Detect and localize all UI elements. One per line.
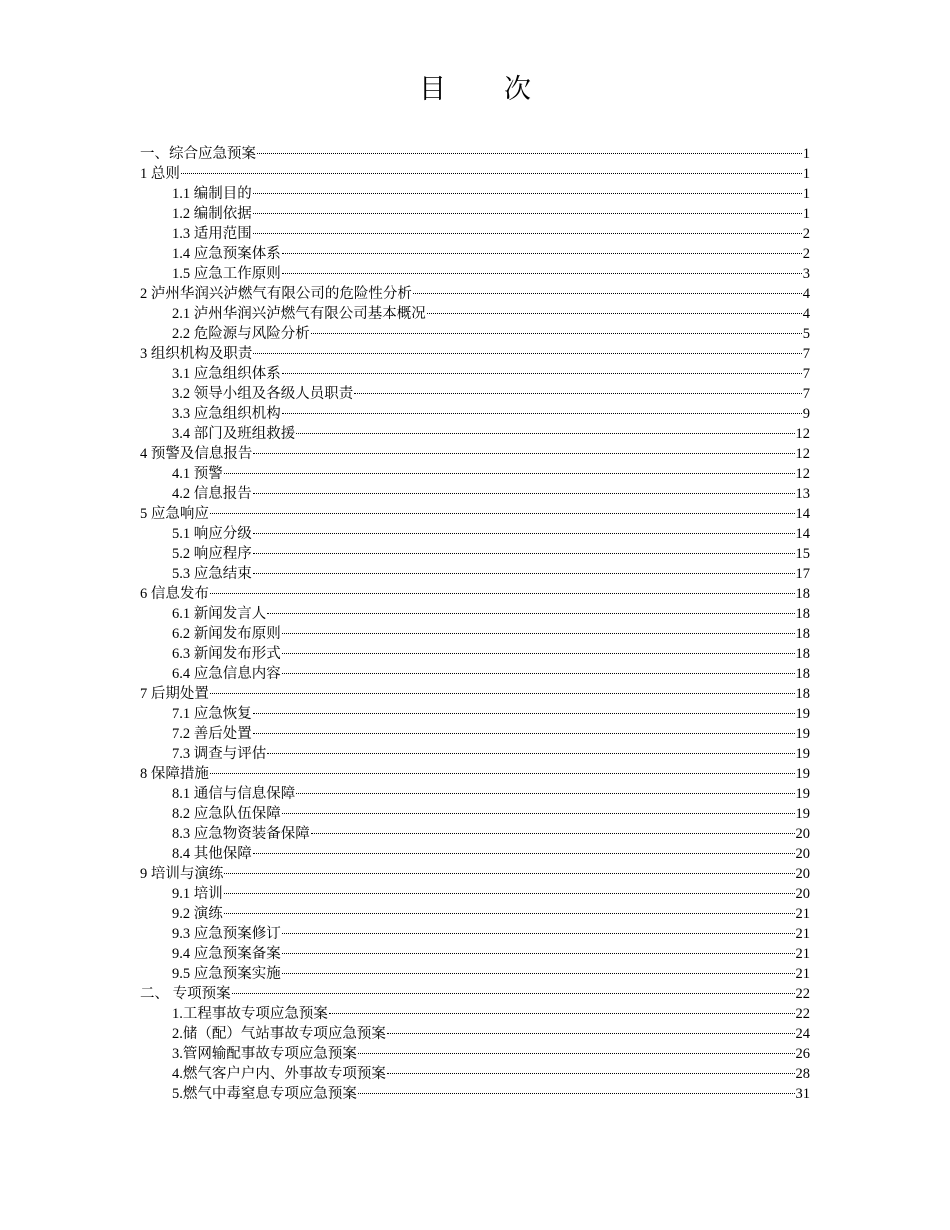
toc-page-number: 12 xyxy=(795,426,810,442)
toc-dot-leader xyxy=(253,493,795,494)
toc-page-number: 1 xyxy=(802,206,810,222)
toc-entry-title: 4.2 信息报告 xyxy=(172,486,252,502)
toc-entry-title: 6 信息发布 xyxy=(140,586,209,602)
toc-page-number: 9 xyxy=(802,406,810,422)
toc-page-number: 24 xyxy=(795,1026,810,1042)
toc-dot-leader xyxy=(427,313,802,314)
toc-entry-title: 6.3 新闻发布形式 xyxy=(172,646,281,662)
toc-dot-leader xyxy=(210,513,795,514)
toc-entry-title: 2.2 危险源与风险分析 xyxy=(172,326,310,342)
toc-entry-subsection[interactable] xyxy=(140,1024,810,1044)
toc-page-number: 12 xyxy=(795,466,810,482)
toc-entry-title: 5.1 响应分级 xyxy=(172,526,252,542)
toc-page-number: 19 xyxy=(795,726,810,742)
toc-entry-subsection[interactable] xyxy=(140,644,810,664)
toc-dot-leader xyxy=(282,373,802,374)
toc-entry-subsection[interactable] xyxy=(140,224,810,244)
toc-page-number: 20 xyxy=(795,886,810,902)
toc-entry-title: 7 后期处置 xyxy=(140,686,209,702)
toc-entry-subsection[interactable] xyxy=(140,544,810,564)
toc-entry-title: 6.2 新闻发布原则 xyxy=(172,626,281,642)
toc-entry-title: 3.2 领导小组及各级人员职责 xyxy=(172,386,354,402)
toc-entry-title: 8 保障措施 xyxy=(140,766,209,782)
toc-dot-leader xyxy=(253,213,802,214)
toc-entry-title: 8.4 其他保障 xyxy=(172,846,252,862)
toc-page-number: 18 xyxy=(795,586,810,602)
toc-entry-section[interactable] xyxy=(140,504,810,524)
toc-page-number: 3 xyxy=(802,266,810,282)
toc-dot-leader xyxy=(296,793,794,794)
toc-entry-subsection[interactable] xyxy=(140,244,810,264)
toc-dot-leader xyxy=(267,613,794,614)
toc-page-number: 1 xyxy=(802,146,810,162)
toc-dot-leader xyxy=(282,933,795,934)
toc-page-number: 28 xyxy=(795,1066,810,1082)
toc-page-number: 18 xyxy=(795,606,810,622)
toc-entry-title: 4.燃气客户户内、外事故专项预案 xyxy=(172,1066,386,1082)
toc-dot-leader xyxy=(282,973,795,974)
toc-entry-title: 2.储（配）气站事故专项应急预案 xyxy=(172,1026,386,1042)
toc-dot-leader xyxy=(387,1033,795,1034)
toc-dot-leader xyxy=(224,873,794,874)
toc-dot-leader xyxy=(282,253,802,254)
toc-entry-title: 1 总则 xyxy=(140,166,180,182)
toc-entry-title: 8.2 应急队伍保障 xyxy=(172,806,281,822)
toc-entry-title: 6.4 应急信息内容 xyxy=(172,666,281,682)
toc-page-number: 31 xyxy=(795,1086,810,1102)
toc-page-number: 2 xyxy=(802,226,810,242)
toc-dot-leader xyxy=(210,773,795,774)
toc-entry-title: 8.1 通信与信息保障 xyxy=(172,786,296,802)
toc-dot-leader xyxy=(253,193,802,194)
toc-page-number: 18 xyxy=(795,686,810,702)
toc-entry-subsection[interactable] xyxy=(140,1084,810,1104)
toc-entry-title: 7.2 善后处置 xyxy=(172,726,252,742)
toc-dot-leader xyxy=(257,153,802,154)
toc-dot-leader xyxy=(387,1073,795,1074)
toc-entry-title: 1.3 适用范围 xyxy=(172,226,252,242)
toc-entry-subsection[interactable] xyxy=(140,904,810,924)
toc-entry-subsection[interactable] xyxy=(140,564,810,584)
toc-dot-leader xyxy=(253,533,795,534)
toc-entry-subsection[interactable] xyxy=(140,304,810,324)
toc-dot-leader xyxy=(311,333,802,334)
toc-entry-section[interactable] xyxy=(140,284,810,304)
toc-dot-leader xyxy=(224,473,795,474)
toc-entry-subsection[interactable] xyxy=(140,804,810,824)
toc-entry-subsection[interactable] xyxy=(140,824,810,844)
toc-page-number: 7 xyxy=(802,346,810,362)
toc-dot-leader xyxy=(282,273,802,274)
toc-entry-section[interactable] xyxy=(140,764,810,784)
toc-entry-title: 6.1 新闻发言人 xyxy=(172,606,267,622)
toc-entry-section[interactable] xyxy=(140,684,810,704)
toc-entry-subsection[interactable] xyxy=(140,844,810,864)
toc-dot-leader xyxy=(282,813,795,814)
toc-dot-leader xyxy=(282,653,795,654)
toc-page-number: 20 xyxy=(795,866,810,882)
toc-page-number: 21 xyxy=(795,946,810,962)
toc-page-number: 19 xyxy=(795,766,810,782)
toc-dot-leader xyxy=(282,953,795,954)
toc-entry-title: 一、综合应急预案 xyxy=(140,146,256,162)
toc-entry-section[interactable] xyxy=(140,984,810,1004)
toc-dot-leader xyxy=(253,573,795,574)
toc-entry-title: 5.燃气中毒窒息专项应急预案 xyxy=(172,1086,357,1102)
toc-page-number: 18 xyxy=(795,626,810,642)
toc-entry-subsection[interactable] xyxy=(140,364,810,384)
toc-entry-title: 9.2 演练 xyxy=(172,906,223,922)
toc-entry-section[interactable] xyxy=(140,864,810,884)
toc-entry-title: 9.5 应急预案实施 xyxy=(172,966,281,982)
toc-dot-leader xyxy=(181,173,802,174)
toc-entry-section[interactable] xyxy=(140,444,810,464)
toc-page-number: 5 xyxy=(802,326,810,342)
toc-entry-section[interactable] xyxy=(140,164,810,184)
toc-entry-title: 2 泸州华润兴泸燃气有限公司的危险性分析 xyxy=(140,286,412,302)
toc-entry-title: 1.4 应急预案体系 xyxy=(172,246,281,262)
toc-page-number: 4 xyxy=(802,286,810,302)
toc-entry-title: 1.工程事故专项应急预案 xyxy=(172,1006,328,1022)
toc-dot-leader xyxy=(282,413,802,414)
toc-page-number: 22 xyxy=(795,1006,810,1022)
toc-dot-leader xyxy=(253,713,795,714)
page-title: 目次 xyxy=(419,74,589,105)
toc-entry-title: 二、 专项预案 xyxy=(140,986,231,1002)
toc-entry-subsection[interactable] xyxy=(140,324,810,344)
toc-dot-leader xyxy=(253,353,801,354)
toc-entry-title: 3.4 部门及班组救援 xyxy=(172,426,296,442)
toc-page-number: 4 xyxy=(802,306,810,322)
toc-entry-subsection[interactable] xyxy=(140,404,810,424)
toc-page-number: 21 xyxy=(795,906,810,922)
toc-page-number: 19 xyxy=(795,786,810,802)
toc-page-number: 1 xyxy=(802,166,810,182)
toc-entry-section[interactable] xyxy=(140,144,810,164)
toc-page-number: 17 xyxy=(795,566,810,582)
toc-dot-leader xyxy=(224,913,795,914)
toc-page-number: 21 xyxy=(795,926,810,942)
toc-dot-leader xyxy=(232,993,795,994)
toc-entry-title: 9.3 应急预案修订 xyxy=(172,926,281,942)
toc-dot-leader xyxy=(282,633,795,634)
toc-page-number: 26 xyxy=(795,1046,810,1062)
toc-dot-leader xyxy=(224,893,795,894)
toc-page-number: 19 xyxy=(795,806,810,822)
toc-page-number: 20 xyxy=(795,826,810,842)
toc-page-number: 21 xyxy=(795,966,810,982)
toc-page-number: 2 xyxy=(802,246,810,262)
toc-entry-subsection[interactable] xyxy=(140,604,810,624)
toc-entry-subsection[interactable] xyxy=(140,1064,810,1084)
toc-entry-section[interactable] xyxy=(140,344,810,364)
toc-entry-subsection[interactable] xyxy=(140,664,810,684)
toc-page-number: 12 xyxy=(795,446,810,462)
toc-dot-leader xyxy=(253,233,802,234)
toc-entry-title: 9.4 应急预案备案 xyxy=(172,946,281,962)
toc-dot-leader xyxy=(210,593,795,594)
toc-dot-leader xyxy=(354,393,802,394)
toc-entry-title: 8.3 应急物资装备保障 xyxy=(172,826,310,842)
toc-entry-subsection[interactable] xyxy=(140,884,810,904)
toc-entry-subsection[interactable] xyxy=(140,964,810,984)
toc-entry-subsection[interactable] xyxy=(140,724,810,744)
toc-dot-leader xyxy=(253,553,795,554)
toc-dot-leader xyxy=(311,833,795,834)
toc-dot-leader xyxy=(267,753,794,754)
toc-entry-subsection[interactable] xyxy=(140,944,810,964)
toc-entry-subsection[interactable] xyxy=(140,704,810,724)
toc-entry-subsection[interactable] xyxy=(140,524,810,544)
toc-page-number: 13 xyxy=(795,486,810,502)
toc-entry-title: 2.1 泸州华润兴泸燃气有限公司基本概况 xyxy=(172,306,426,322)
toc-entry-subsection[interactable] xyxy=(140,924,810,944)
toc-dot-leader xyxy=(253,853,795,854)
toc-page-number: 22 xyxy=(795,986,810,1002)
toc-page-number: 19 xyxy=(795,746,810,762)
toc-entry-title: 1.1 编制目的 xyxy=(172,186,252,202)
toc-dot-leader xyxy=(358,1093,795,1094)
toc-dot-leader xyxy=(282,673,795,674)
toc-entry-title: 1.5 应急工作原则 xyxy=(172,266,281,282)
toc-entry-title: 1.2 编制依据 xyxy=(172,206,252,222)
toc-entry-title: 9.1 培训 xyxy=(172,886,223,902)
table-of-contents xyxy=(140,144,810,1104)
toc-entry-subsection[interactable] xyxy=(140,484,810,504)
toc-dot-leader xyxy=(329,1013,795,1014)
toc-entry-subsection[interactable] xyxy=(140,1004,810,1024)
toc-entry-subsection[interactable] xyxy=(140,264,810,284)
toc-page-number: 1 xyxy=(802,186,810,202)
toc-page-number: 14 xyxy=(795,506,810,522)
toc-entry-title: 3.3 应急组织机构 xyxy=(172,406,281,422)
toc-page-number: 14 xyxy=(795,526,810,542)
toc-entry-title: 3.1 应急组织体系 xyxy=(172,366,281,382)
toc-entry-subsection[interactable] xyxy=(140,204,810,224)
toc-dot-leader xyxy=(358,1053,795,1054)
toc-entry-subsection[interactable] xyxy=(140,1044,810,1064)
toc-entry-title: 4.1 预警 xyxy=(172,466,223,482)
toc-entry-title: 4 预警及信息报告 xyxy=(140,446,253,462)
toc-entry-title: 7.1 应急恢复 xyxy=(172,706,252,722)
toc-entry-subsection[interactable] xyxy=(140,744,810,764)
toc-page-number: 15 xyxy=(795,546,810,562)
toc-entry-title: 3.管网输配事故专项应急预案 xyxy=(172,1046,357,1062)
toc-entry-subsection[interactable] xyxy=(140,384,810,404)
toc-entry-subsection[interactable] xyxy=(140,464,810,484)
toc-page-number: 20 xyxy=(795,846,810,862)
toc-entry-title: 5.2 响应程序 xyxy=(172,546,252,562)
toc-entry-section[interactable] xyxy=(140,584,810,604)
toc-entry-subsection[interactable] xyxy=(140,184,810,204)
toc-dot-leader xyxy=(413,293,802,294)
toc-entry-subsection[interactable] xyxy=(140,624,810,644)
toc-entry-title: 5.3 应急结束 xyxy=(172,566,252,582)
toc-dot-leader xyxy=(296,433,794,434)
toc-page-number: 18 xyxy=(795,666,810,682)
toc-entry-subsection[interactable] xyxy=(140,784,810,804)
toc-dot-leader xyxy=(253,453,794,454)
toc-page-number: 7 xyxy=(802,386,810,402)
toc-entry-title: 3 组织机构及职责 xyxy=(140,346,253,362)
toc-page-number: 18 xyxy=(795,646,810,662)
toc-page-number: 7 xyxy=(802,366,810,382)
toc-entry-title: 9 培训与演练 xyxy=(140,866,224,882)
toc-page-number: 19 xyxy=(795,706,810,722)
toc-dot-leader xyxy=(210,693,795,694)
toc-entry-subsection[interactable] xyxy=(140,424,810,444)
toc-dot-leader xyxy=(253,733,795,734)
toc-entry-title: 7.3 调查与评估 xyxy=(172,746,267,762)
toc-entry-title: 5 应急响应 xyxy=(140,506,209,522)
